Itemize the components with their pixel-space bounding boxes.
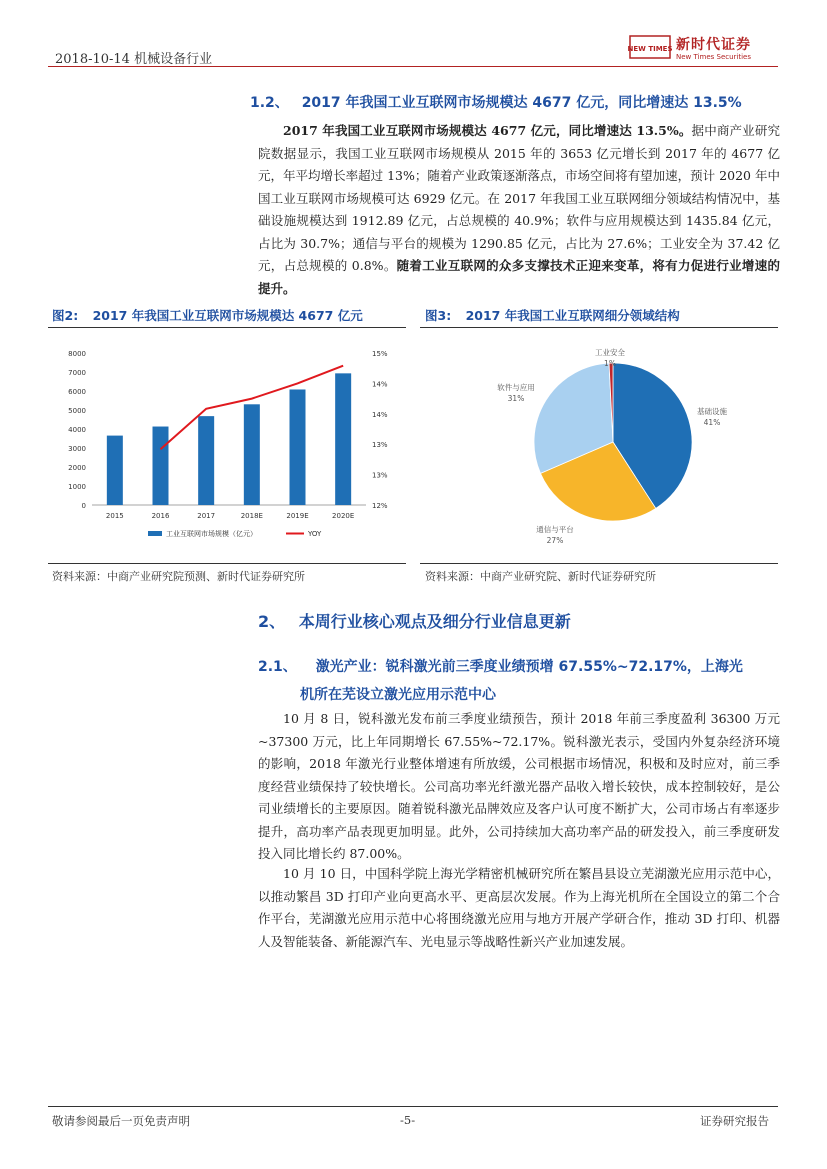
- section-1-2-number: 1.2、: [250, 95, 289, 111]
- section-1-2-heading: [250, 92, 742, 112]
- figure-2-bottom-rule: [48, 563, 406, 564]
- figure-3-title-text: 2017 年我国工业互联网细分领域结构: [465, 308, 680, 323]
- x-tick-label: 2015: [105, 512, 124, 520]
- paragraph-lead-bold: 2017 年我国工业互联网市场规模达 4677 亿元，同比增速达 13.5%。: [283, 123, 692, 138]
- legend-swatch-bar: [148, 531, 162, 536]
- figure-2-label: 图2:: [52, 308, 79, 323]
- section-1-2-paragraph: [258, 120, 780, 300]
- market-size-chart: [48, 335, 408, 560]
- section-2-1-title-line1: 激光产业：锐科激光前三季度业绩预增 67.55%~72.17%，上海光: [315, 659, 743, 675]
- figure-2-title-text: 2017 年我国工业互联网市场规模达 4677 亿元: [92, 308, 363, 323]
- section-2-title: 本周行业核心观点及细分行业信息更新: [298, 612, 571, 631]
- pie-label-name: 工业安全: [595, 348, 625, 357]
- figure-2-source: 资料来源：中商产业研究院预测、新时代证券研究所: [52, 570, 305, 583]
- section-2-heading: [258, 609, 571, 632]
- figure-3-bottom-rule: [420, 563, 778, 564]
- section-2-1-heading: [258, 656, 743, 676]
- figure-2-title: [52, 306, 363, 324]
- segment-structure-pie-chart: [420, 335, 780, 560]
- pie-label-name: 通信与平台: [536, 525, 574, 534]
- bar-2019E: [290, 389, 306, 505]
- paragraph-body: 据中商产业研究院数据显示，我国工业互联网市场规模从 2015 年的 3653 亿元增长到 2017 年的 4677 亿元，年平均增长率超过 13%；随着产业政策逐渐落点，市场空间将有望加速，预计 2020 年中国工业互联网市场规模可达 6929 亿元。在 2017 年我国工业互联网细分领域结构情况中，基础设施规模达到 1912.89 亿元，占总规模的 40.9%；软件与应用规模达到 1435.84 亿元，占比为 30.7%；通信与平台的规模为 1290.85 亿元，占比为 27.6%；工业安全为 37.42 亿元，占总规模的 0.8%。: [258, 123, 780, 273]
- y2-tick-label: 14%: [372, 410, 388, 419]
- y-tick-label: 2000: [68, 464, 86, 472]
- y-tick-label: 1000: [68, 483, 86, 491]
- y-tick-label: 5000: [68, 407, 86, 415]
- logo-name-cn: 新时代证券: [676, 37, 751, 53]
- header-date-sector: 2018-10-14 机械设备行业: [55, 52, 213, 67]
- footer-page-number: -5-: [400, 1113, 416, 1127]
- footer-disclaimer: 敬请参阅最后一页免责声明: [52, 1114, 190, 1128]
- figure-3-label: 图3:: [425, 308, 452, 323]
- pie-label-pct: 41%: [703, 418, 721, 427]
- bar-2016: [153, 427, 169, 505]
- y2-tick-label: 13%: [372, 441, 388, 450]
- section-2-1-title-line2: 机所在芜设立激光应用示范中心: [300, 687, 496, 703]
- y-tick-label: 3000: [68, 445, 86, 453]
- header-divider: [48, 66, 778, 67]
- pie-label-pct: 31%: [507, 394, 525, 403]
- x-tick-label: 2019E: [286, 512, 309, 520]
- bar-2020E: [335, 373, 351, 505]
- legend-label-line: YOY: [308, 530, 322, 538]
- figure-3-source: 资料来源：中商产业研究院、新时代证券研究所: [425, 570, 656, 583]
- y-tick-label: 7000: [68, 369, 86, 377]
- section-2-1-number: 2.1、: [258, 659, 297, 675]
- logo-name-en: New Times Securities: [676, 53, 751, 61]
- y-tick-label: 4000: [68, 426, 86, 434]
- y2-tick-label: 14%: [372, 380, 388, 389]
- pie-label-pct: 27%: [546, 536, 564, 545]
- x-tick-label: 2020E: [332, 512, 355, 520]
- figure-3-title: [425, 306, 680, 324]
- section-2-1-paragraph-2: 10 月 10 日，中国科学院上海光学精密机械研究所在繁昌县设立芜湖激光应用示范中心，以推动繁昌 3D 打印产业向更高水平、更高层次发展。作为上海光机所在全国设立的第二个合作平台，芜湖激光应用示范中心将围绕激光应用与地方开展产学研合作，推动 3D 打印、机器人及智能装备、新能源汽车、光电显示等战略性新兴产业加速发展。: [258, 866, 780, 949]
- x-tick-label: 2017: [197, 512, 216, 520]
- y-tick-label: 6000: [68, 388, 86, 396]
- y2-tick-label: 15%: [372, 350, 388, 358]
- x-tick-label: 2016: [151, 512, 170, 520]
- paragraph-tail-bold: 随着工业互联网的众多支撑技术正迎来变革，将有力促进行业增速的提升。: [258, 258, 780, 296]
- figure-2-top-rule: [48, 327, 406, 328]
- new-times-logo-icon: [628, 34, 672, 60]
- pie-label-name: 基础设施: [697, 407, 727, 416]
- logo-mark-text: NEW TIMES: [628, 45, 672, 53]
- footer-report-type: 证券研究报告: [700, 1114, 769, 1128]
- y2-tick-label: 13%: [372, 471, 388, 480]
- section-2-number: 2、: [258, 612, 286, 631]
- section-1-2-title: 2017 年我国工业互联网市场规模达 4677 亿元，同比增速达 13.5%: [301, 95, 742, 111]
- legend-label-bar: 工业互联网市场规模（亿元）: [166, 530, 257, 538]
- figure-3-top-rule: [420, 327, 778, 328]
- y-tick-label: 8000: [68, 350, 86, 358]
- bar-2018E: [244, 404, 260, 505]
- pie-label-pct: 1%: [604, 359, 616, 368]
- section-2-1-paragraph-1: 10 月 8 日，锐科激光发布前三季度业绩预告，预计 2018 年前三季度盈利 36300 万元~37300 万元，比上年同期增长 67.55%~72.17%。锐科激光表示，受国内外复杂经济环境的影响，2018 年激光行业整体增速有所放缓，公司根据市场情况，积极和及时应对，前三季度经营业绩保持了较快增长。公司高功率光纤激光器产品收入增长较快，成本控制较好，是公司业绩增长的主要原因。随着锐科激光品牌效应及客户认可度不断扩大，公司市场占有率逐步提升，高功率产品表现更加明显。此外，公司持续加大高功率产品的研发投入，前三季度研发投入同比增长约 87.00%。: [258, 711, 780, 861]
- bar-2015: [107, 436, 123, 505]
- y-tick-label: 0: [81, 502, 86, 510]
- x-tick-label: 2018E: [240, 512, 263, 520]
- y2-tick-label: 12%: [372, 502, 388, 510]
- bar-2017: [198, 416, 214, 505]
- pie-label-name: 软件与应用: [497, 383, 535, 392]
- footer-divider: [48, 1106, 778, 1107]
